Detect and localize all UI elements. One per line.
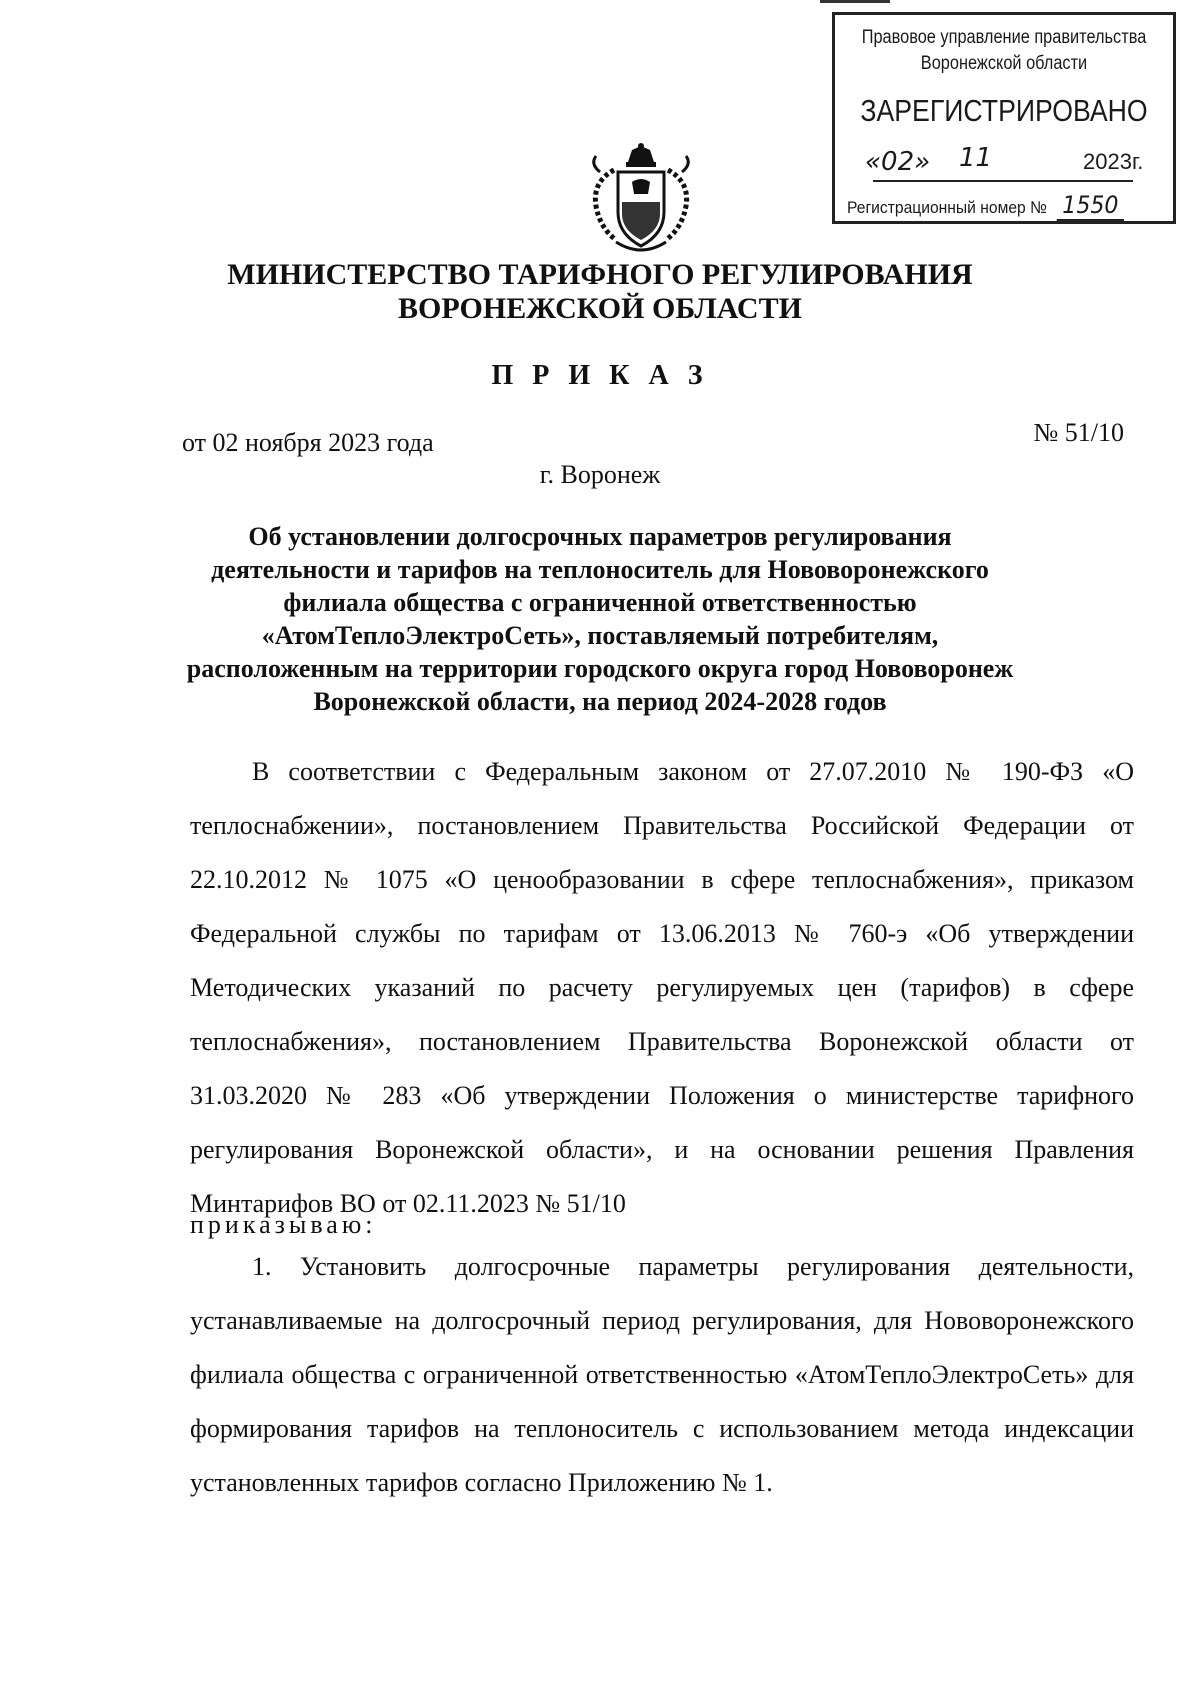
subject-line: Об установлении долгосрочных параметров регулирования: [248, 522, 952, 551]
stamp-reg-number: 1550: [1057, 191, 1124, 221]
stamp-month: 11: [959, 143, 993, 173]
order-city: г. Воронеж: [539, 460, 661, 489]
registration-stamp: [832, 12, 1176, 224]
subject-line: «АтомТеплоЭлектроСеть», поставляемый потребителям,: [261, 621, 939, 650]
subject-line: филиала общества с ограниченной ответственностью: [283, 588, 917, 617]
order-date: от 02 ноября 2023 года: [182, 428, 434, 457]
stamp-organization: [859, 25, 1150, 77]
ministry-name: [0, 258, 1200, 326]
stamp-org-line1: Правовое управление правительства: [861, 27, 1147, 48]
preamble-paragraph: В соответствии с Федеральным законом от 27.07.2010 № 190-ФЗ «О теплоснабжении», постановлением Правительства Российской Федерации от 22.10.2012 № 1075 «О ценообразовании в сфере теплоснабжения», приказом Федеральной службы по тарифам от 13.06.2013 № 760-э «Об утверждении Методических указаний по расчету регулируемых цен (тарифов) в сфере теплоснабжения», постановлением Правительства Воронежской области от 31.03.2020 № 283 «Об утверждении Положения о министерстве тарифного регулирования Воронежской области», и на основании решения Правления Минтарифов ВО от 02.11.2023 № 51/10: [190, 757, 1134, 1218]
stamp-title: ЗАРЕГИСТРИРОВАНО: [860, 93, 1148, 128]
stamp-date-underline: [873, 180, 1133, 182]
item-1-paragraph: 1. Установить долгосрочные параметры регулирования деятельности, устанавливаемые на долгосрочный период регулирования, для Нововоронежского филиала общества с ограниченной ответственностью «АтомТеплоЭлектроСеть» для формирования тарифов на теплоноситель с использованием метода индексации установленных тарифов согласно Приложению № 1.: [190, 1252, 1134, 1497]
subject-line: Воронежской области, на период 2024-2028 годов: [313, 687, 887, 716]
stamp-reg-number-line: [847, 191, 1138, 219]
order-title: П Р И К А З: [491, 360, 709, 391]
order-word: приказываю:: [190, 1210, 377, 1239]
subject-line: деятельности и тарифов на теплоноситель для Нововоронежского: [211, 555, 989, 584]
ministry-line1: МИНИСТЕРСТВО ТАРИФНОГО РЕГУЛИРОВАНИЯ: [227, 258, 973, 291]
order-number: № 51/10: [1033, 418, 1124, 447]
ministry-line2: ВОРОНЕЖСКОЙ ОБЛАСТИ: [398, 292, 802, 325]
subject-line: расположенным на территории городского округа город Нововоронеж: [186, 654, 1014, 683]
stamp-org-line2: Воронежской области: [920, 53, 1088, 74]
stamp-reg-label: Регистрационный номер №: [847, 198, 1047, 217]
order-subject: [0, 520, 1200, 718]
stamp-date-line: [851, 143, 1163, 183]
stamp-edge-mark: [820, 0, 890, 3]
stamp-year: 2023г.: [1083, 149, 1144, 174]
stamp-day: «02»: [865, 147, 931, 177]
voronezh-coat-of-arms-icon: [586, 142, 696, 262]
